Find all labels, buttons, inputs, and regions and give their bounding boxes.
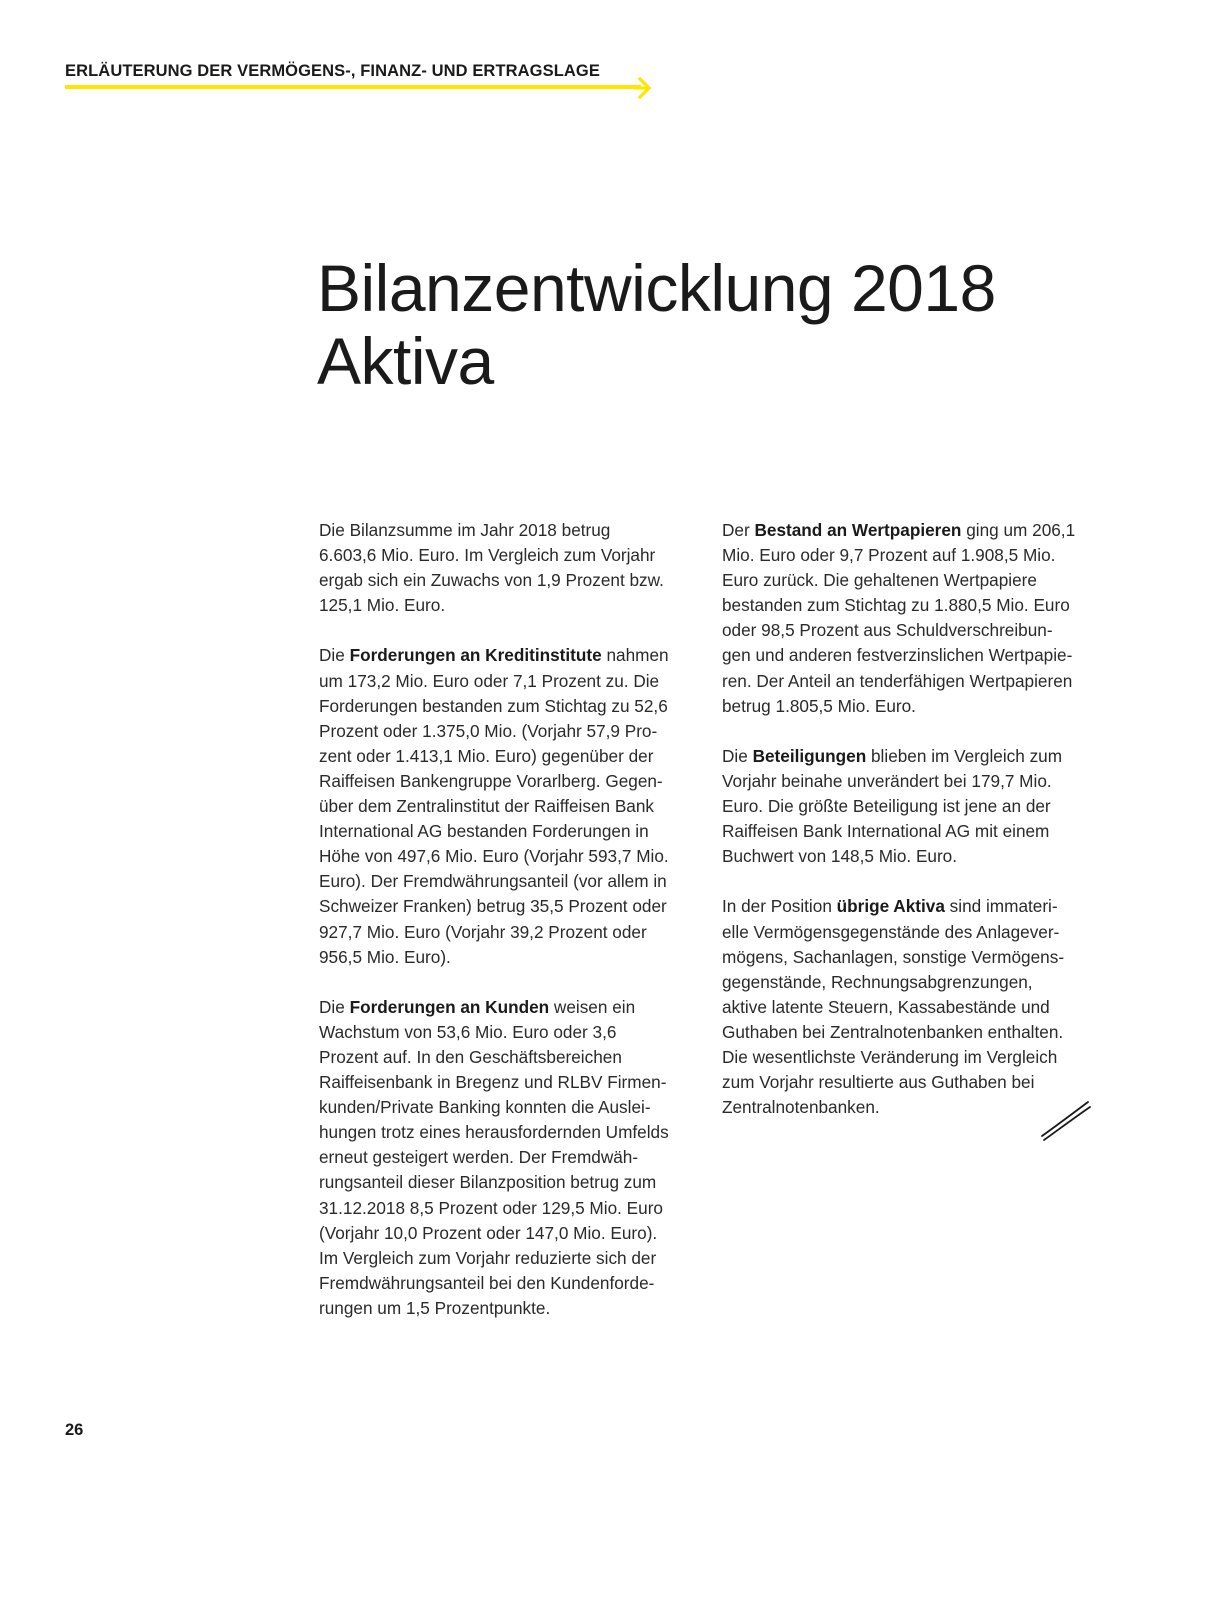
text-line: erneut gesteigert werden. Der Fremdwäh- bbox=[319, 1147, 639, 1168]
page-title bbox=[317, 252, 996, 398]
text-line: aktive latente Steuern, Kassabestände und bbox=[722, 996, 1050, 1017]
text-line: Forderungen bestanden zum Stichtag zu 52,6 bbox=[319, 695, 668, 716]
text-line: Euro). Der Fremdwährungsanteil (vor allem in bbox=[319, 871, 667, 892]
text-line: Fremdwährungsanteil bei den Kundenforde- bbox=[319, 1272, 655, 1293]
text-line: 31.12.2018 8,5 Prozent oder 129,5 Mio. Euro bbox=[319, 1197, 663, 1218]
text-line: Im Vergleich zum Vorjahr reduzierte sich der bbox=[319, 1247, 657, 1268]
text-line bbox=[319, 643, 699, 668]
text-line: oder 98,5 Prozent aus Schuldverschreibun- bbox=[722, 620, 1053, 641]
text-run: Die bbox=[722, 745, 753, 766]
text-line: (Vorjahr 10,0 Prozent oder 147,0 Mio. Euro). bbox=[319, 1222, 658, 1243]
bold-term-uebrige-aktiva: übrige Aktiva bbox=[836, 896, 945, 917]
paragraph-wertpapiere bbox=[722, 518, 1102, 719]
text-line bbox=[722, 518, 1102, 543]
text-line: hungen trotz eines herausfordernden Umfelds bbox=[319, 1122, 669, 1143]
text-line: Mio. Euro oder 9,7 Prozent auf 1.908,5 Mio. bbox=[722, 545, 1056, 566]
left-text-column bbox=[319, 518, 699, 1346]
text-line: 956,5 Mio. Euro). bbox=[319, 946, 451, 967]
text-line: über dem Zentralinstitut der Raiffeisen Bank bbox=[319, 796, 655, 817]
text-line bbox=[722, 744, 1102, 769]
text-run: weisen ein bbox=[549, 996, 636, 1017]
text-line: Guthaben bei Zentralnotenbanken enthalten. bbox=[722, 1021, 1064, 1042]
text-line: Vorjahr beinahe unverändert bei 179,7 Mio. bbox=[722, 770, 1052, 791]
text-run: sind immateri- bbox=[944, 896, 1058, 917]
page-title-line-1: Bilanzentwicklung 2018 bbox=[317, 251, 996, 325]
text-line: mögens, Sachanlagen, sonstige Vermögens- bbox=[722, 946, 1065, 967]
text-line bbox=[722, 894, 1102, 919]
text-line: 927,7 Mio. Euro (Vorjahr 39,2 Prozent oder bbox=[319, 921, 647, 942]
text-line: betrug 1.805,5 Mio. Euro. bbox=[722, 695, 916, 716]
bold-term-forderungen-kunden: Forderungen an Kunden bbox=[349, 996, 550, 1017]
text-line: rungsanteil dieser Bilanzposition betrug zum bbox=[319, 1172, 657, 1193]
text-line: Raiffeisenbank in Bregenz und RLBV Firmen- bbox=[319, 1072, 667, 1093]
text-line: Wachstum von 53,6 Mio. Euro oder 3,6 bbox=[319, 1021, 617, 1042]
text-line: ren. Der Anteil an tenderfähigen Wertpapieren bbox=[722, 670, 1073, 691]
paragraph-beteiligungen bbox=[722, 744, 1102, 869]
text-line: Schweizer Franken) betrug 35,5 Prozent oder bbox=[319, 896, 667, 917]
text-line: Höhe von 497,6 Mio. Euro (Vorjahr 593,7 Mio. bbox=[319, 846, 669, 867]
bold-term-beteiligungen: Beteiligungen bbox=[752, 745, 867, 766]
text-line: 6.603,6 Mio. Euro. Im Vergleich zum Vorjahr bbox=[319, 545, 656, 566]
text-line: Buchwert von 148,5 Mio. Euro. bbox=[722, 846, 958, 867]
paragraph-uebrige-aktiva bbox=[722, 894, 1102, 1120]
text-line: Zentralnotenbanken. bbox=[722, 1097, 880, 1118]
text-run: Die bbox=[319, 645, 350, 666]
text-line: Raiffeisen Bank International AG mit einem bbox=[722, 821, 1050, 842]
text-run: ging um 206,1 bbox=[961, 520, 1076, 540]
bold-term-bestand-wertpapiere: Bestand an Wertpapieren bbox=[754, 520, 962, 540]
text-line: Prozent oder 1.375,0 Mio. (Vorjahr 57,9 Pro- bbox=[319, 720, 658, 741]
text-run: nahmen bbox=[601, 645, 669, 666]
text-line: zent oder 1.413,1 Mio. Euro) gegenüber der bbox=[319, 745, 654, 766]
text-line: bestanden zum Stichtag zu 1.880,5 Mio. Euro bbox=[722, 595, 1070, 616]
text-line: zum Vorjahr resultierte aus Guthaben bei bbox=[722, 1072, 1035, 1093]
text-line: Die wesentlichste Veränderung im Vergleich bbox=[722, 1046, 1058, 1067]
text-line: Die Bilanzsumme im Jahr 2018 betrug bbox=[319, 520, 611, 540]
text-line: ergab sich ein Zuwachs von 1,9 Prozent bzw. bbox=[319, 570, 664, 591]
bold-term-forderungen-kreditinstitute: Forderungen an Kreditinstitute bbox=[349, 645, 602, 666]
double-slash-end-icon bbox=[1038, 1098, 1092, 1142]
text-line: 125,1 Mio. Euro. bbox=[319, 595, 446, 616]
text-run: Der bbox=[722, 520, 755, 540]
paragraph-forderungen-kunden bbox=[319, 995, 699, 1321]
text-line: um 173,2 Mio. Euro oder 7,1 Prozent zu. Die bbox=[319, 670, 660, 691]
arrow-right-icon bbox=[634, 76, 658, 100]
text-run: Die bbox=[319, 996, 350, 1017]
text-line: rungen um 1,5 Prozentpunkte. bbox=[319, 1297, 551, 1318]
text-line: Euro. Die größte Beteiligung ist jene an der bbox=[722, 796, 1051, 817]
right-text-column bbox=[722, 518, 1102, 1145]
text-line: gegenstände, Rechnungsabgrenzungen, bbox=[722, 971, 1033, 992]
text-line: Prozent auf. In den Geschäftsbereichen bbox=[319, 1046, 622, 1067]
text-line: gen und anderen festverzinslichen Wertpapie- bbox=[722, 645, 1073, 666]
text-line: elle Vermögensgegenstände des Anlagever- bbox=[722, 921, 1060, 942]
paragraph-bilanzsumme bbox=[319, 518, 699, 618]
text-line: kunden/Private Banking konnten die Auslei- bbox=[319, 1097, 651, 1118]
text-line: Euro zurück. Die gehaltenen Wertpapiere bbox=[722, 570, 1037, 591]
section-header-rule bbox=[65, 85, 641, 89]
section-header-title: ERLÄUTERUNG DER VERMÖGENS-, FINANZ- UND ERTRAGSLAGE bbox=[65, 62, 600, 80]
page-title-line-2: Aktiva bbox=[317, 324, 494, 398]
text-line: International AG bestanden Forderungen in bbox=[319, 821, 649, 842]
text-run: In der Position bbox=[722, 896, 837, 917]
text-line bbox=[319, 995, 699, 1020]
page-number: 26 bbox=[65, 1421, 84, 1439]
text-run: blieben im Vergleich zum bbox=[866, 745, 1063, 766]
text-line: Raiffeisen Bankengruppe Vorarlberg. Gegen- bbox=[319, 770, 663, 791]
paragraph-forderungen-kreditinstitute bbox=[319, 643, 699, 969]
